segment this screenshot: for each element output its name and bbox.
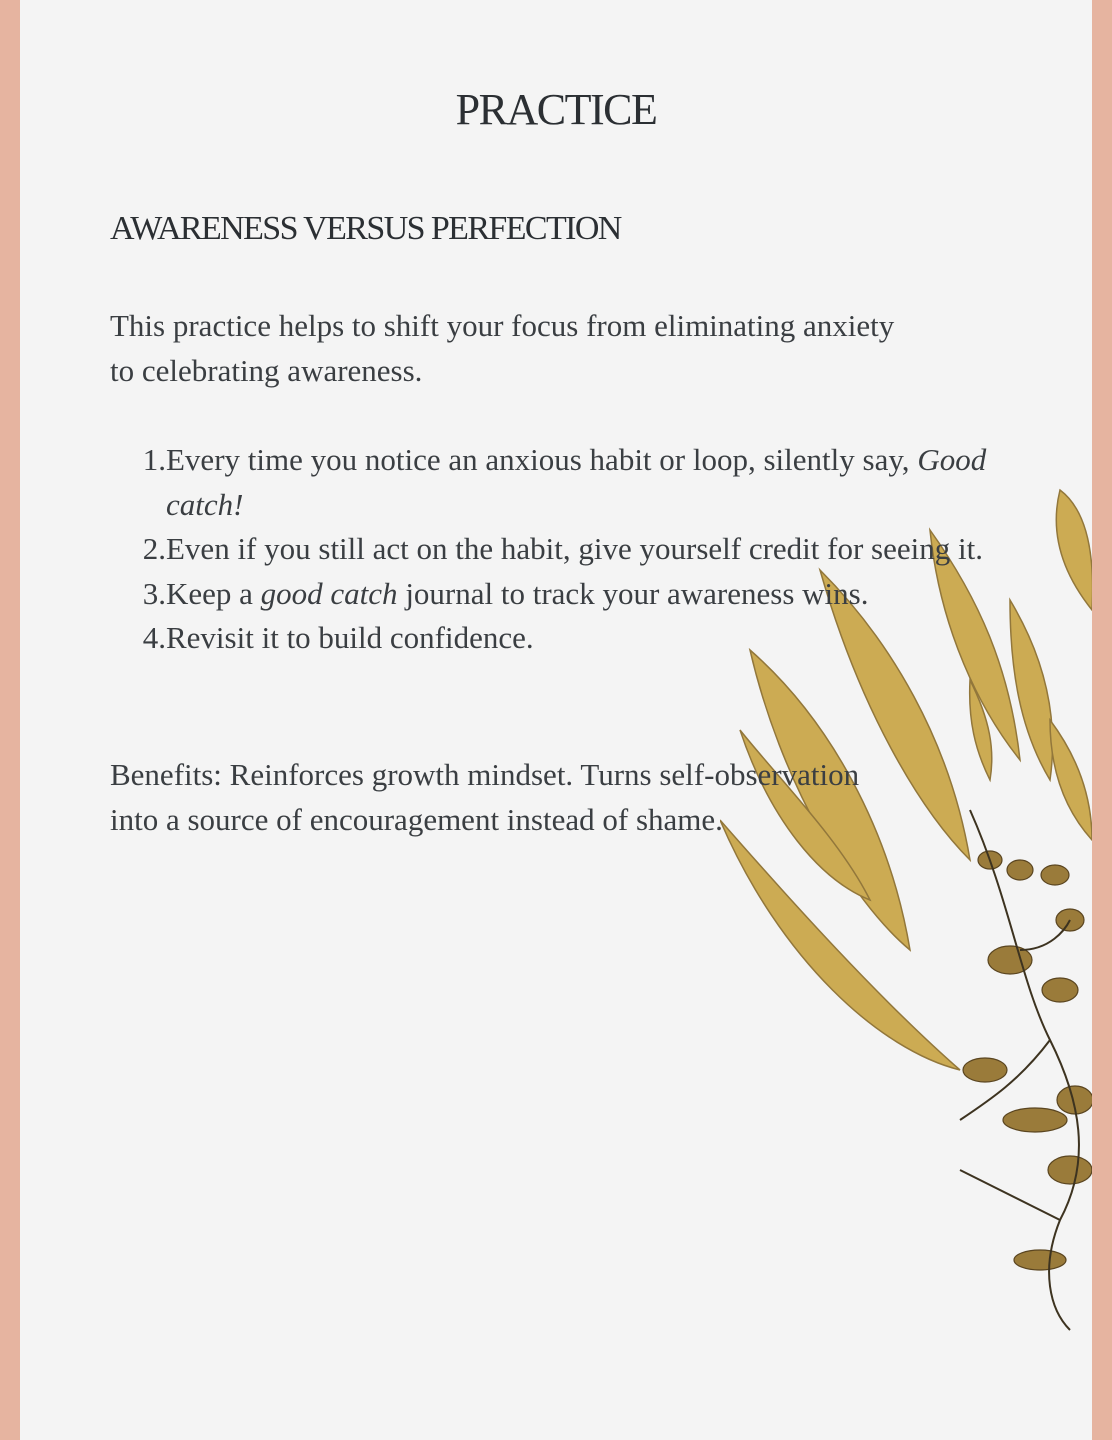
step-number: 1. — [142, 442, 166, 477]
emphasis: Good catch! — [166, 442, 987, 522]
step-text: Revisit it to build confidence. — [166, 620, 534, 655]
step-text: Even if you still act on the habit, give yourself credit for seeing it. — [166, 531, 983, 566]
step-number: 2. — [142, 531, 166, 566]
step-number: 4. — [142, 620, 166, 655]
list-item — [120, 616, 1020, 661]
list-item — [120, 527, 1020, 572]
page-title: PRACTICE — [455, 85, 657, 134]
list-item — [120, 438, 1020, 527]
intro-paragraph: This practice helps to shift your focus from eliminating anxiety to celebrating awareness. — [110, 308, 895, 388]
step-number: 3. — [142, 575, 166, 611]
step-text: Every time you notice an anxious habit or loop, silently say, Good catch! — [166, 442, 987, 522]
emphasis: good catch — [260, 575, 398, 611]
section-heading: AWARENESS VERSUS PERFECTION — [110, 210, 621, 247]
benefits-paragraph: Benefits: Reinforces growth mindset. Turns self-observation into a source of encouragement instead of shame. — [110, 757, 860, 837]
document-page — [20, 0, 1092, 1440]
step-text: Keep a good catch journal to track your awareness wins. — [166, 575, 869, 611]
list-item — [120, 572, 1020, 617]
practice-steps-list — [120, 438, 1020, 661]
